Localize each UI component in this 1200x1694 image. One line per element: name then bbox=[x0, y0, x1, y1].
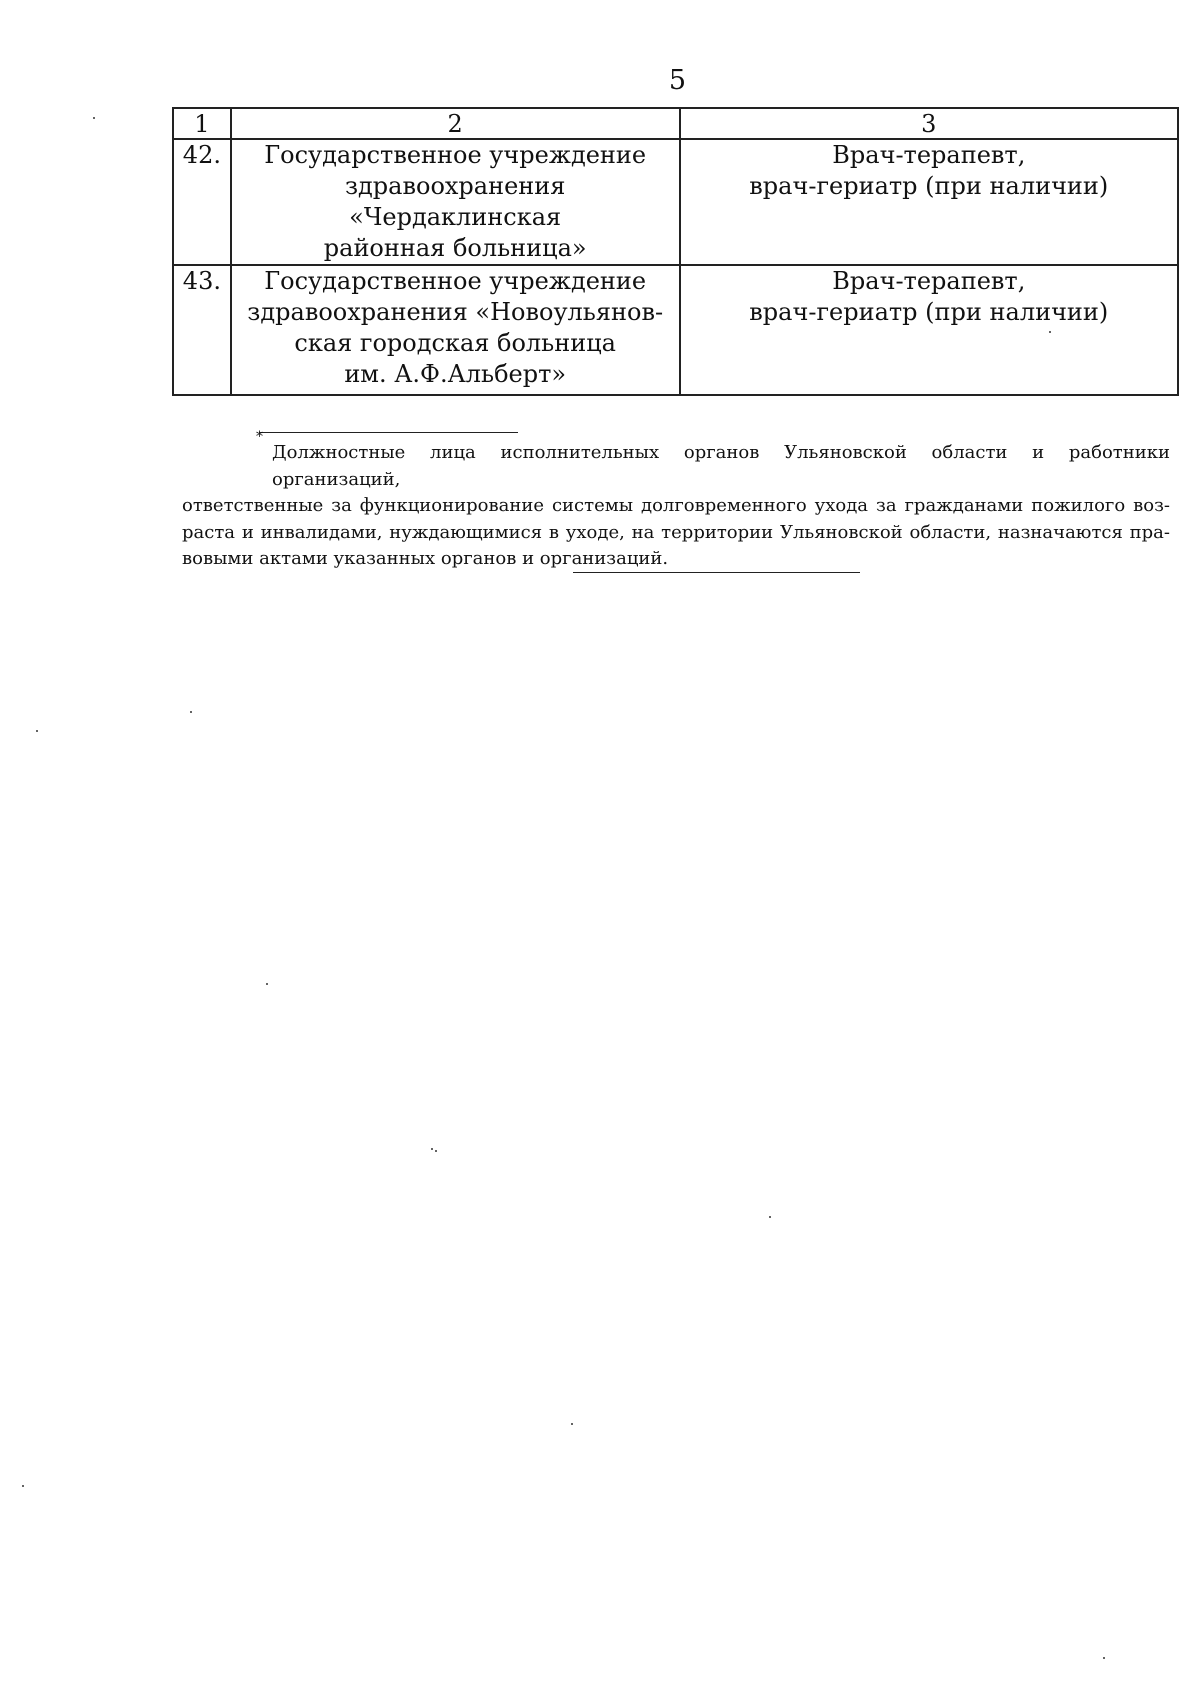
table-header-row bbox=[173, 108, 1178, 139]
header-col-3: 3 bbox=[680, 108, 1178, 139]
scan-speck bbox=[571, 1423, 573, 1425]
organization-line: Государственное учреждение bbox=[264, 141, 647, 169]
organization-line: им. А.Ф.Альберт» bbox=[344, 360, 567, 388]
scan-speck bbox=[190, 711, 192, 713]
end-of-document-rule bbox=[573, 572, 860, 573]
organization-line: Государственное учреждение bbox=[264, 267, 647, 295]
row-number: 43. bbox=[173, 265, 231, 395]
scan-speck bbox=[1049, 331, 1051, 333]
footnote-line: ответственные за функционирование системы долговременного ухода за гражданами пожилого воз- bbox=[182, 495, 1170, 516]
header-col-2: 2 bbox=[231, 108, 680, 139]
row-number: 42. bbox=[173, 139, 231, 265]
footnote-separator bbox=[259, 432, 518, 433]
scan-speck bbox=[1103, 1657, 1105, 1659]
staff-line: Врач-терапевт, bbox=[832, 141, 1026, 169]
scan-speck bbox=[435, 1150, 437, 1152]
staff-line: врач-гериатр (при наличии) bbox=[749, 172, 1109, 200]
scan-speck bbox=[36, 730, 38, 732]
staff-cell bbox=[680, 139, 1178, 265]
organization-line: здравоохранения «Новоульянов- bbox=[247, 298, 664, 326]
staff-line: Врач-терапевт, bbox=[832, 267, 1026, 295]
table-row bbox=[173, 265, 1178, 395]
organization-cell bbox=[231, 265, 680, 395]
scan-speck bbox=[266, 983, 268, 985]
organization-line: здравоохранения «Чердаклинская bbox=[344, 172, 566, 231]
staff-table bbox=[172, 107, 1179, 396]
organization-cell bbox=[231, 139, 680, 265]
page-number: 5 bbox=[668, 65, 687, 96]
staff-line: врач-гериатр (при наличии) bbox=[749, 298, 1109, 326]
organization-line: районная больница» bbox=[323, 234, 587, 262]
scan-speck bbox=[93, 117, 95, 119]
footnote-line: вовыми актами указанных органов и организаций. bbox=[182, 548, 669, 569]
footnote-line: раста и инвалидами, нуждающимися в уходе, на территории Ульяновской области, назначаются пра- bbox=[182, 521, 1170, 543]
scan-speck bbox=[769, 1216, 771, 1218]
footnote-line: Должностные лица исполнительных органов Ульяновской области и работники организаций, bbox=[272, 442, 1170, 490]
scan-speck bbox=[22, 1485, 24, 1487]
header-col-1: 1 bbox=[173, 108, 231, 139]
scan-speck bbox=[431, 1148, 433, 1150]
organization-line: ская городская больница bbox=[294, 329, 616, 357]
table-row bbox=[173, 139, 1178, 265]
footnote-marker: * bbox=[256, 429, 263, 445]
footnote-text bbox=[182, 440, 1170, 573]
staff-cell bbox=[680, 265, 1178, 395]
